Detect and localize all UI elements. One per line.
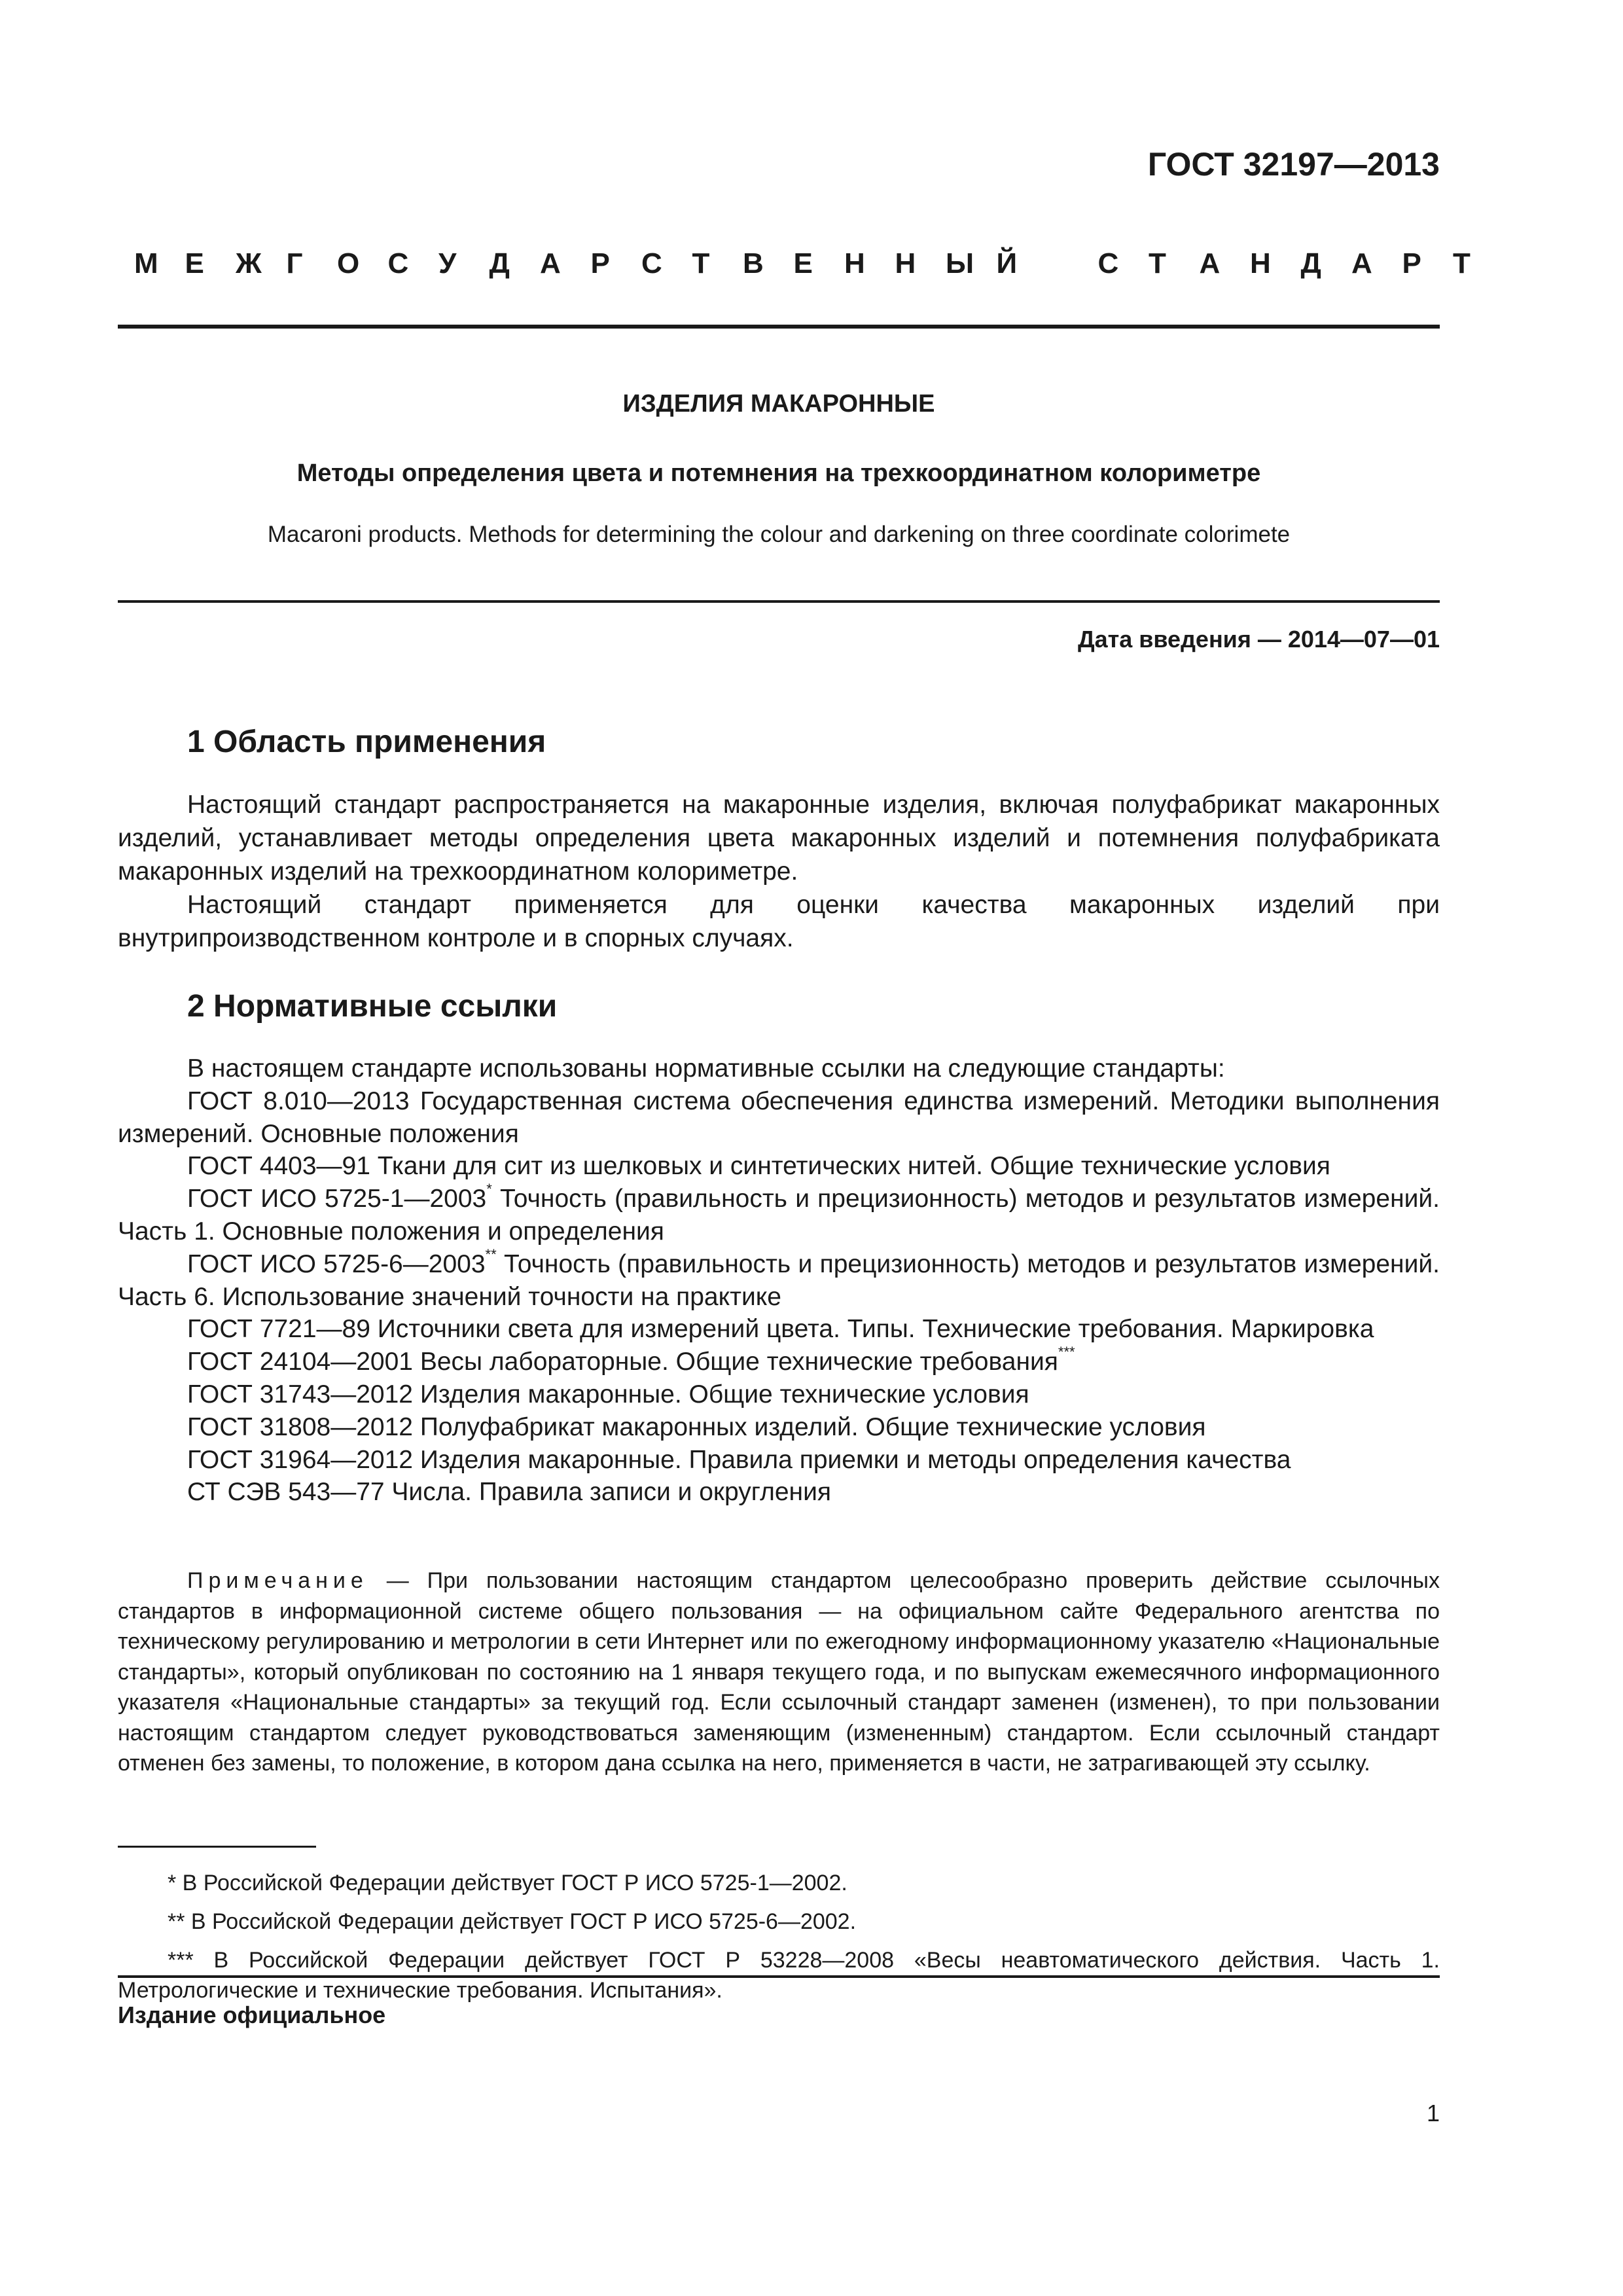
heading-letter: Р xyxy=(590,247,610,279)
reference-item: ГОСТ 24104—2001 Весы лабораторные. Общие технические требования*** xyxy=(187,1344,1075,1376)
heading-letter: Д xyxy=(1300,247,1321,279)
gost-number: ГОСТ 32197—2013 xyxy=(1147,146,1440,183)
heading-letter: Т xyxy=(1453,247,1471,279)
section-1-body xyxy=(118,788,1440,955)
footnotes xyxy=(118,1868,1440,2005)
heading-letter: Н xyxy=(895,247,916,279)
footnote: ** В Российской Федерации действует ГОСТ Р ИСО 5725-6—2002. xyxy=(168,1909,857,1934)
heading-letter: С xyxy=(641,247,662,279)
heading-letter: Т xyxy=(1149,247,1166,279)
heading-letter: Н xyxy=(844,247,865,279)
reference-item: ГОСТ 7721—89 Источники света для измерений цвета. Типы. Технические требования. Маркировка xyxy=(187,1315,1374,1344)
footnote: *** В Российской Федерации действует ГОСТ Р 53228—2008 «Весы неавтоматического действия. Часть 1. Метрологические и технические требования. Испытания». xyxy=(118,1948,1440,2003)
subtitle-ru: Методы определения цвета и потемнения на трехкоординатном колориметре xyxy=(296,459,1261,487)
footnote-marker: * xyxy=(486,1181,492,1198)
title-ru: ИЗДЕЛИЯ МАКАРОННЫЕ xyxy=(622,390,935,418)
heading-letter: Й xyxy=(996,247,1018,279)
date-of-introduction: Дата введения — 2014—07—01 xyxy=(1077,626,1440,653)
title-en: Macaroni products. Methods for determining the colour and darkening on three coordinate colorimete xyxy=(267,522,1291,547)
heading-letter: М xyxy=(134,247,158,279)
heading-letter: В xyxy=(743,247,764,279)
normative-references xyxy=(118,1052,1440,1509)
heading-letter: Ы xyxy=(946,247,974,279)
footnote-marker: ** xyxy=(485,1246,497,1263)
reference-item: ГОСТ 8.010—2013 Государственная система обеспечения единства измерений. Методики выполнения измерений. Основные положения xyxy=(118,1086,1440,1148)
heading-letter: У xyxy=(438,247,457,279)
note-text: — При пользовании настоящим стандартом целесообразно проверить действие ссылочных стандартов в информационной системе общего пользования — на официальном сайте Федерального агентства по техническому регулированию и метрологии в сети Интернет или по ежегодному информационному указателю «Национальные стандарты», который опубликован по состоянию на 1 января текущего года, и по выпускам ежемесячного информационного указателя «Национальные стандарты» за текущий год. Если ссылочный стандарт заменен (изменен), то при пользовании настоящим стандартом следует руководствоваться заменяющим (измененным) стандартом. Если ссылочный стандарт отменен без замены, то положение, в котором дана ссылка на него, применяется в части, не затрагивающей эту ссылку. xyxy=(118,1568,1440,1776)
heading-letter: Д xyxy=(489,247,510,279)
note-label: Примечание xyxy=(187,1568,368,1593)
heading-letter: А xyxy=(540,247,561,279)
heading-letter: Н xyxy=(1250,247,1271,279)
heading-letter: Г xyxy=(286,247,303,279)
footnote-marker: *** xyxy=(1058,1344,1075,1361)
section-2-heading: 2 Нормативные ссылки xyxy=(187,989,558,1024)
heading-letter: Е xyxy=(185,247,204,279)
section-1-paragraph: Настоящий стандарт распространяется на макаронные изделия, включая полуфабрикат макаронных изделий, устанавливает методы определения цвета макаронных изделий и потемнения полуфабриката макаронных изделий на трехкоординатном колориметре. xyxy=(118,791,1440,886)
references-intro: В настоящем стандарте использованы нормативные ссылки на следующие стандарты: xyxy=(187,1054,1225,1083)
heading-letter: Ж xyxy=(236,247,262,279)
heading-letter: Р xyxy=(1402,247,1421,279)
reference-item: ГОСТ 31808—2012 Полуфабрикат макаронных изделий. Общие технические условия xyxy=(187,1412,1206,1441)
heading-letter: А xyxy=(1199,247,1221,279)
title-rule xyxy=(118,600,1440,603)
note-block xyxy=(118,1566,1440,1779)
reference-item: СТ СЭВ 543—77 Числа. Правила записи и округления xyxy=(187,1478,831,1507)
heading-letter: С xyxy=(1097,247,1119,279)
reference-item: ГОСТ 31743—2012 Изделия макаронные. Общие технические условия xyxy=(187,1380,1029,1408)
footnote: * В Российской Федерации действует ГОСТ Р ИСО 5725-1—2002. xyxy=(168,1871,847,1895)
heading-letter: Т xyxy=(692,247,710,279)
page-number: 1 xyxy=(1426,2100,1440,2126)
heading-letter: О xyxy=(337,247,360,279)
reference-item: ГОСТ ИСО 5725-1—2003* Точность (правильность и прецизионность) методов и результатов измерений. Часть 1. Основные положения и определения xyxy=(118,1181,1440,1246)
reference-item: ГОСТ 4403—91 Ткани для сит из шелковых и синтетических нитей. Общие технические условия xyxy=(187,1152,1330,1181)
header-rule xyxy=(118,325,1440,329)
heading-letter: С xyxy=(387,247,409,279)
heading-letter: Е xyxy=(793,247,813,279)
reference-item: ГОСТ ИСО 5725-6—2003** Точность (правильность и прецизионность) методов и результатов измерений. Часть 6. Использование значений точности на практике xyxy=(118,1246,1440,1311)
heading-letter: А xyxy=(1351,247,1372,279)
section-1-heading: 1 Область применения xyxy=(187,725,546,759)
footnote-rule xyxy=(118,1846,316,1848)
section-1-paragraph: Настоящий стандарт применяется для оценки качества макаронных изделий при внутрипроизводственном контроле и в спорных случаях. xyxy=(118,891,1440,952)
footer-rule xyxy=(118,1975,1440,1978)
edition-label: Издание официальное xyxy=(118,2001,386,2028)
reference-item: ГОСТ 31964—2012 Изделия макаронные. Правила приемки и методы определения качества xyxy=(187,1445,1291,1474)
